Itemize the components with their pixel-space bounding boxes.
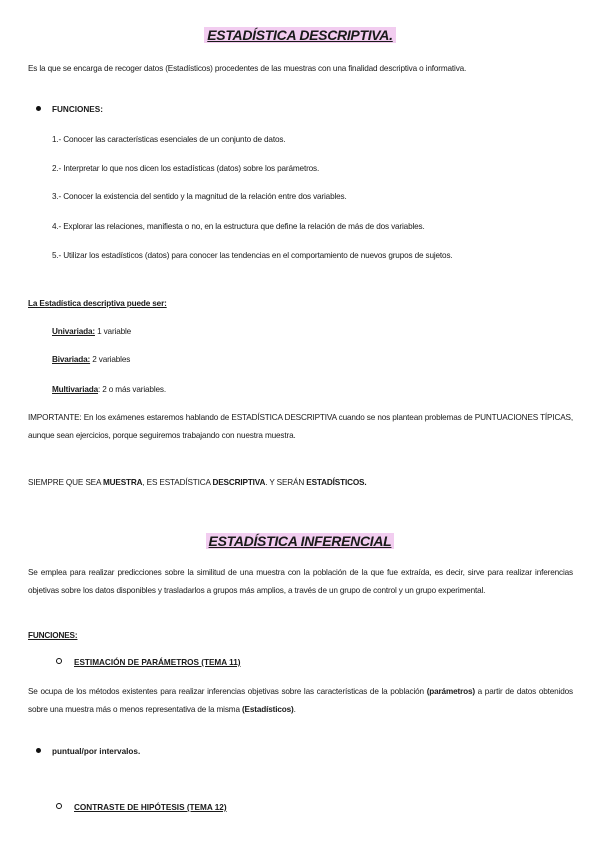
circle-bullet-icon bbox=[56, 803, 62, 809]
important-note: IMPORTANTE: En los exámenes estaremos hablando de ESTADÍSTICA DESCRIPTIVA cuando se nos plantean problemas de PUNTUACIONES TÍPICAS, aunque sean ejercicios, porque seguiremos trabajando con nuestra muestra. bbox=[28, 413, 573, 440]
bullet-dot-icon bbox=[36, 748, 41, 753]
siempre-note: SIEMPRE QUE SEA MUESTRA, ES ESTADÍSTICA DESCRIPTIVA. Y SERÁN ESTADÍSTICOS. bbox=[28, 478, 367, 487]
function-item-2: 2.- Interpretar lo que nos dicen los estadísticas (datos) sobre los parámetros. bbox=[52, 164, 320, 173]
inferencial-intro: Se emplea para realizar predicciones sobre la similitud de una muestra con la población de la que fue extraída, es decir, sirve para realizar inferencias objetivas sobre los datos disponibles y trasladarlos a grupos más amplios, a través de un grupo de control y un grupo experimental. bbox=[28, 568, 573, 595]
descriptiva-intro: Es la que se encarga de recoger datos (Estadísticos) procedentes de las muestras con una finalidad descriptiva o informativa. bbox=[28, 64, 467, 73]
inferencial-funciones-heading: FUNCIONES: bbox=[28, 631, 78, 640]
title-estadistica-descriptiva: ESTADÍSTICA DESCRIPTIVA. bbox=[0, 27, 600, 43]
type-multivariada: Multivariada: 2 o más variables. bbox=[52, 385, 166, 394]
estimacion-description: Se ocupa de los métodos existentes para realizar inferencias objetivas sobre las características de la población (parámetros) a partir de datos obtenidos sobre una muestra más o menos representativa de la misma (Estadísticos). bbox=[28, 687, 573, 714]
puntual-bullet: puntual/por intervalos. bbox=[36, 743, 140, 761]
type-bivariada: Bivariada: 2 variables bbox=[52, 355, 131, 364]
estimacion-item: ESTIMACIÓN DE PARÁMETROS (TEMA 11) bbox=[56, 654, 241, 672]
bullet-dot-icon bbox=[36, 106, 41, 111]
function-item-3: 3.- Conocer la existencia del sentido y la magnitud de la relación entre dos variables. bbox=[52, 192, 347, 201]
contraste-item: CONTRASTE DE HIPÓTESIS (TEMA 12) bbox=[56, 799, 227, 817]
funciones-bullet: FUNCIONES: bbox=[36, 101, 103, 119]
title-estadistica-inferencial: ESTADÍSTICA INFERENCIAL bbox=[0, 533, 600, 549]
type-univariada: Univariada: 1 variable bbox=[52, 327, 132, 336]
function-item-1: 1.- Conocer las características esenciales de un conjunto de datos. bbox=[52, 135, 286, 144]
circle-bullet-icon bbox=[56, 658, 62, 664]
function-item-4: 4.- Explorar las relaciones, manifiesta o no, en la estructura que define la relación de más de dos variables. bbox=[52, 222, 425, 231]
puede-ser-heading: La Estadística descriptiva puede ser: bbox=[28, 299, 167, 308]
function-item-5: 5.- Utilizar los estadísticos (datos) para conocer las tendencias en el comportamiento de nuevos grupos de sujetos. bbox=[52, 251, 453, 260]
